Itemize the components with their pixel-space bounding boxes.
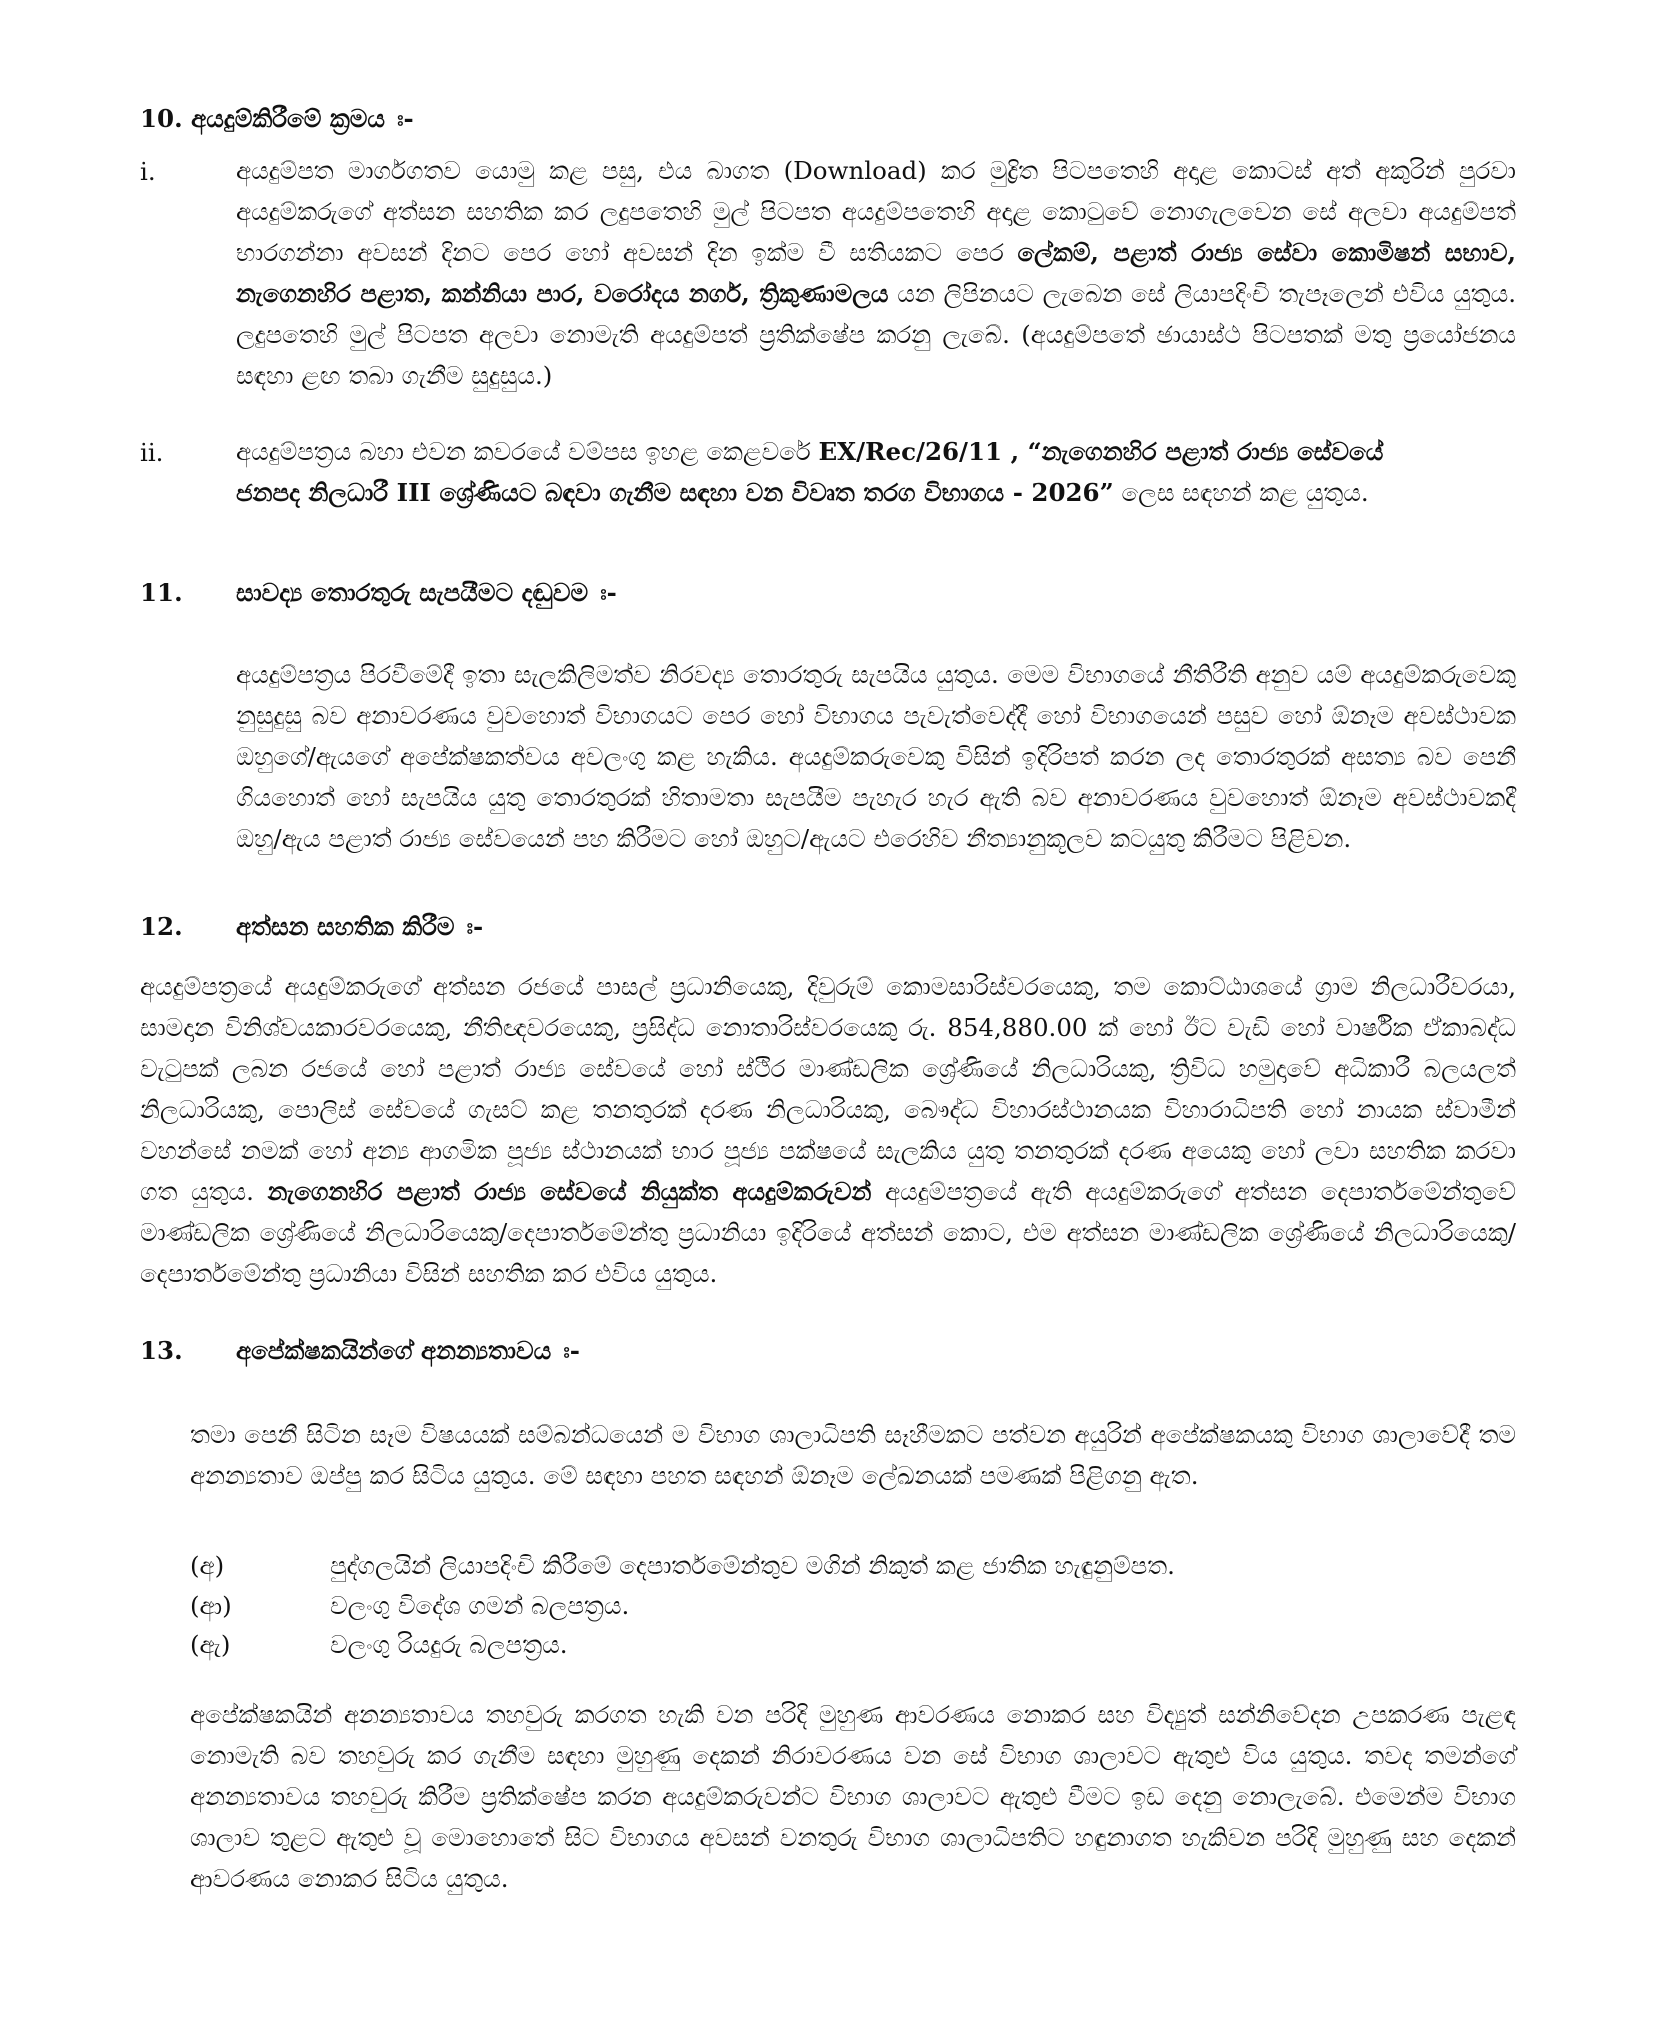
- item-ii-text-2: ලෙස සඳහන් කළ යුතුය.: [1113, 478, 1369, 507]
- item-i-text-1: අයදුම්පත මාර්ගගතව යොමු කළ පසු, එය බාගත (Download) කර මුද්‍රිත පිටපතෙහි අදාළ කොටස් අත් අකුරින් පුරවා අයදුම්කරුගේ අත්සන සහතික කර ලදුපතෙහි මුල් පිටපත අයදුම්පතෙහි අදාළ කොටුවේ නොගැලවෙන සේ අලවා අයදුම්පත් භාරගන්නා අවසන් දිනට පෙර හෝ අවසන් දින ඉක්ම වී සතියකට පෙර: [236, 156, 1516, 267]
- id-doc-text-2: වලංගු විදේශ ගමන් බලපත්‍රය.: [330, 1591, 630, 1620]
- section-10-heading: 10. අයදුම්කිරීමේ ක්‍රමය ඃ-: [140, 104, 414, 133]
- section-12-heading: අත්සන සහතික කිරීම ඃ-: [236, 912, 484, 941]
- item-ii-exam-code: EX/Rec/26/11 , “නැගෙනහිර පළාත් රාජ්‍ය සේවයේ ජනපද නිලධාරී III ශ්‍රේණියට බඳවා ගැනීම සඳහා වන විවෘත තරග විභාගය - 2026”: [236, 437, 1384, 507]
- section-11-paragraph: අයදුම්පත්‍රය පිරවීමේදී ඉතා සැලකිලිමත්ව නිරවද්‍ය තොරතුරු සැපයිය යුතුය. මෙම විභාගයේ නීතිරීති අනුව යම් අයදුම්කරුවෙකු නුසුදුසු බව අනාවරණය වුවහොත් විභාගයට පෙර හෝ විභාගය පැවැත්වෙද්දී හෝ විභාගයෙන් පසුව හෝ ඕනෑම අවස්ථාවක ඔහුගේ/ඇයගේ අපේක්ෂකත්වය අවලංගු කළ හැකිය. අයදුම්කරුවෙකු විසින් ඉදිරිපත් කරන ලද තොරතුරක් අසත්‍ය බව පෙනී ගියහොත් හෝ සැපයිය යුතු තොරතුරක් හිතාමතා සැපයීම පැහැර හැර ඇති බව අනාවරණය වුවහොත් ඕනෑම අවස්ථාවකදී ඔහු/ඇය පළාත් රාජ්‍ය සේවයෙන් පහ කිරීමට හෝ ඔහුට/ඇයට එරෙහිව නීත්‍යානුකූලව කටයුතු කිරීමට පිළිවන.: [236, 660, 1516, 853]
- item-i-label: i.: [140, 157, 156, 186]
- item-ii-label: ii.: [140, 438, 164, 467]
- id-doc-label-3: (ඇ): [190, 1630, 231, 1659]
- section-12-text-2: අයදුම්පත්‍රයේ ඇති අයදුම්කරුගේ අත්සන දෙපාර්තමේන්තුවේ මාණ්ඩලික ශ්‍රේණියේ නිලධාරියෙකු/දෙපාර්තමේන්තු ප්‍රධානියා ඉදිරියේ අත්සන් කොට, එම අත්සන මාණ්ඩලික ශ්‍රේණියේ නිලධාරියෙකු/දෙපාර්තමේන්තු ප්‍රධානියා විසින් සහතික කර එවිය යුතුය.: [140, 1177, 1516, 1288]
- section-13-intro: තමා පෙනී සිටින සෑම විෂයයක් සම්බන්ධයෙන් ම විභාග ශාලාධිපති සෑහීමකට පත්වන අයුරින් අපේක්ෂකයකු විභාග ශාලාවේදී තම අනන්‍යතාව ඔප්පු කර සිටිය යුතුය. මේ සඳහා පහත සඳහන් ඕනෑම ලේඛනයක් පමණක් පිළිගනු ඇත.: [190, 1420, 1516, 1490]
- section-11-number: 11.: [140, 578, 183, 607]
- section-12-text-1: අයදුම්පත්‍රයේ අයදුම්කරුගේ අත්සන රජයේ පාසල් ප්‍රධානියෙකු, දිවුරුම් කොමසාරිස්වරයෙකු, තම කොට්ඨාශයේ ග්‍රාම නිලධාරීවරයා, සාමදාන විනිශ්වයකාරවරයෙකු, නීතිඥවරයෙකු, ප්‍රසිද්ධ නොතාරිස්වරයෙකු රු. 854,880.00 ක් හෝ ඊට වැඩි හෝ වාර්ෂික ඒකාබද්ධ වැටුපක් ලබන රජයේ හෝ පළාත් රාජ්‍ය සේවයේ හෝ ස්ථිර මාණ්ඩලික ශ්‍රේණියේ නිලධාරියකු, ත්‍රිවිධ හමුදාවේ අධිකාරී බලයලත් නිලධාරියකු, පොලිස් සේවයේ ගැසට් කළ තනතුරක් දරණ නිලධාරියකු, බෞද්ධ විහාරස්ථානයක විහාරාධිපති හෝ නායක ස්වාමීන් වහන්සේ නමක් හෝ අන්‍ය ආගමික පූජ්‍ය ස්ථානයක් භාර පූජ්‍ය පක්ෂයේ සැලකිය යුතු තනතුරක් දරණ අයෙකු හෝ ලවා සහතික කරවා ගත යුතුය.: [140, 972, 1516, 1206]
- item-i-address: ලේකම්, පළාත් රාජ්‍ය සේවා කොමිෂන් සභාව, නැගෙනහිර පළාත, කන්නියා පාර, වරෝදය නගර්, ත්‍රිකුණාමලය: [236, 238, 1516, 308]
- item-i-text-2: යන ලිපිනයට ලැබෙන සේ ලියාපදිංචි තැපෑලෙන් එවිය යුතුය. ලදුපතෙහි මුල් පිටපත අලවා නොමැති අයදුම්පත් ප්‍රතික්ෂේප කරනු ලැබේ. (අයදුම්පතේ ඡායාස්ථ පිටපතක් මතු ප්‍රයෝජනය සඳහා ළඟ තබා ගැනීම සුදුසුය.): [236, 279, 1516, 390]
- section-12-bold-applicants: නැගෙනහිර පළාත් රාජ්‍ය සේවයේ නියුක්ත අයදුම්කරුවන්: [267, 1177, 872, 1206]
- section-13-heading: අපේක්ෂකයින්ගේ අනන්‍යතාවය ඃ-: [236, 1336, 580, 1365]
- id-doc-label-1: (අ): [190, 1551, 225, 1580]
- id-doc-text-1: පුද්ගලයින් ලියාපදිංචි කිරීමේ දෙපාර්තමේන්තුව මගින් නිකුත් කළ ජාතික හැඳුනුම්පත.: [330, 1551, 1175, 1580]
- item-i-paragraph: [236, 150, 1516, 396]
- section-13-number: 13.: [140, 1336, 183, 1365]
- section-12-paragraph: [140, 966, 1516, 1294]
- id-doc-text-3: වලංගු රියදුරු බලපත්‍රය.: [330, 1630, 568, 1659]
- id-doc-label-2: (ආ): [190, 1591, 232, 1620]
- section-11-heading: සාවද්‍ය තොරතුරු සැපයීමට දඬුවම ඃ-: [236, 578, 617, 607]
- item-ii-paragraph: [236, 431, 1436, 513]
- item-ii-text-1: අයදුම්පත්‍රය බහා එවන කවරයේ වම්පස ඉහළ කෙළවරේ: [236, 437, 819, 466]
- section-12-number: 12.: [140, 912, 183, 941]
- section-13-closing: අපේක්ෂකයින් අනන්‍යතාවය තහවුරු කරගත හැකි වන පරිදි මුහුණ ආවරණය නොකර සහ විද්‍යුත් සන්නිවේදන උපකරණ පැළඳ නොමැති බව තහවුරු කර ගැනීම සඳහා මුහුණු දෙකන් නිරාවරණය වන සේ විභාග ශාලාවට ඇතුළු විය යුතුය. තවද තමන්ගේ අනන්‍යතාවය තහවුරු කිරීම ප්‍රතික්ෂේප කරන අයදුම්කරුවන්ට විභාග ශාලාවට ඇතුළු වීමට ඉඩ දෙනු නොලැබේ. එමෙන්ම විභාග ශාලාව තුළට ඇතුළු වූ මොහොතේ සිට විභාගය අවසන් වනතුරු විභාග ශාලාධිපතිට හඳුනාගත හැකිවන පරිදි මුහුණු සහ දෙකන් ආවරණය නොකර සිටිය යුතුය.: [190, 1700, 1516, 1893]
